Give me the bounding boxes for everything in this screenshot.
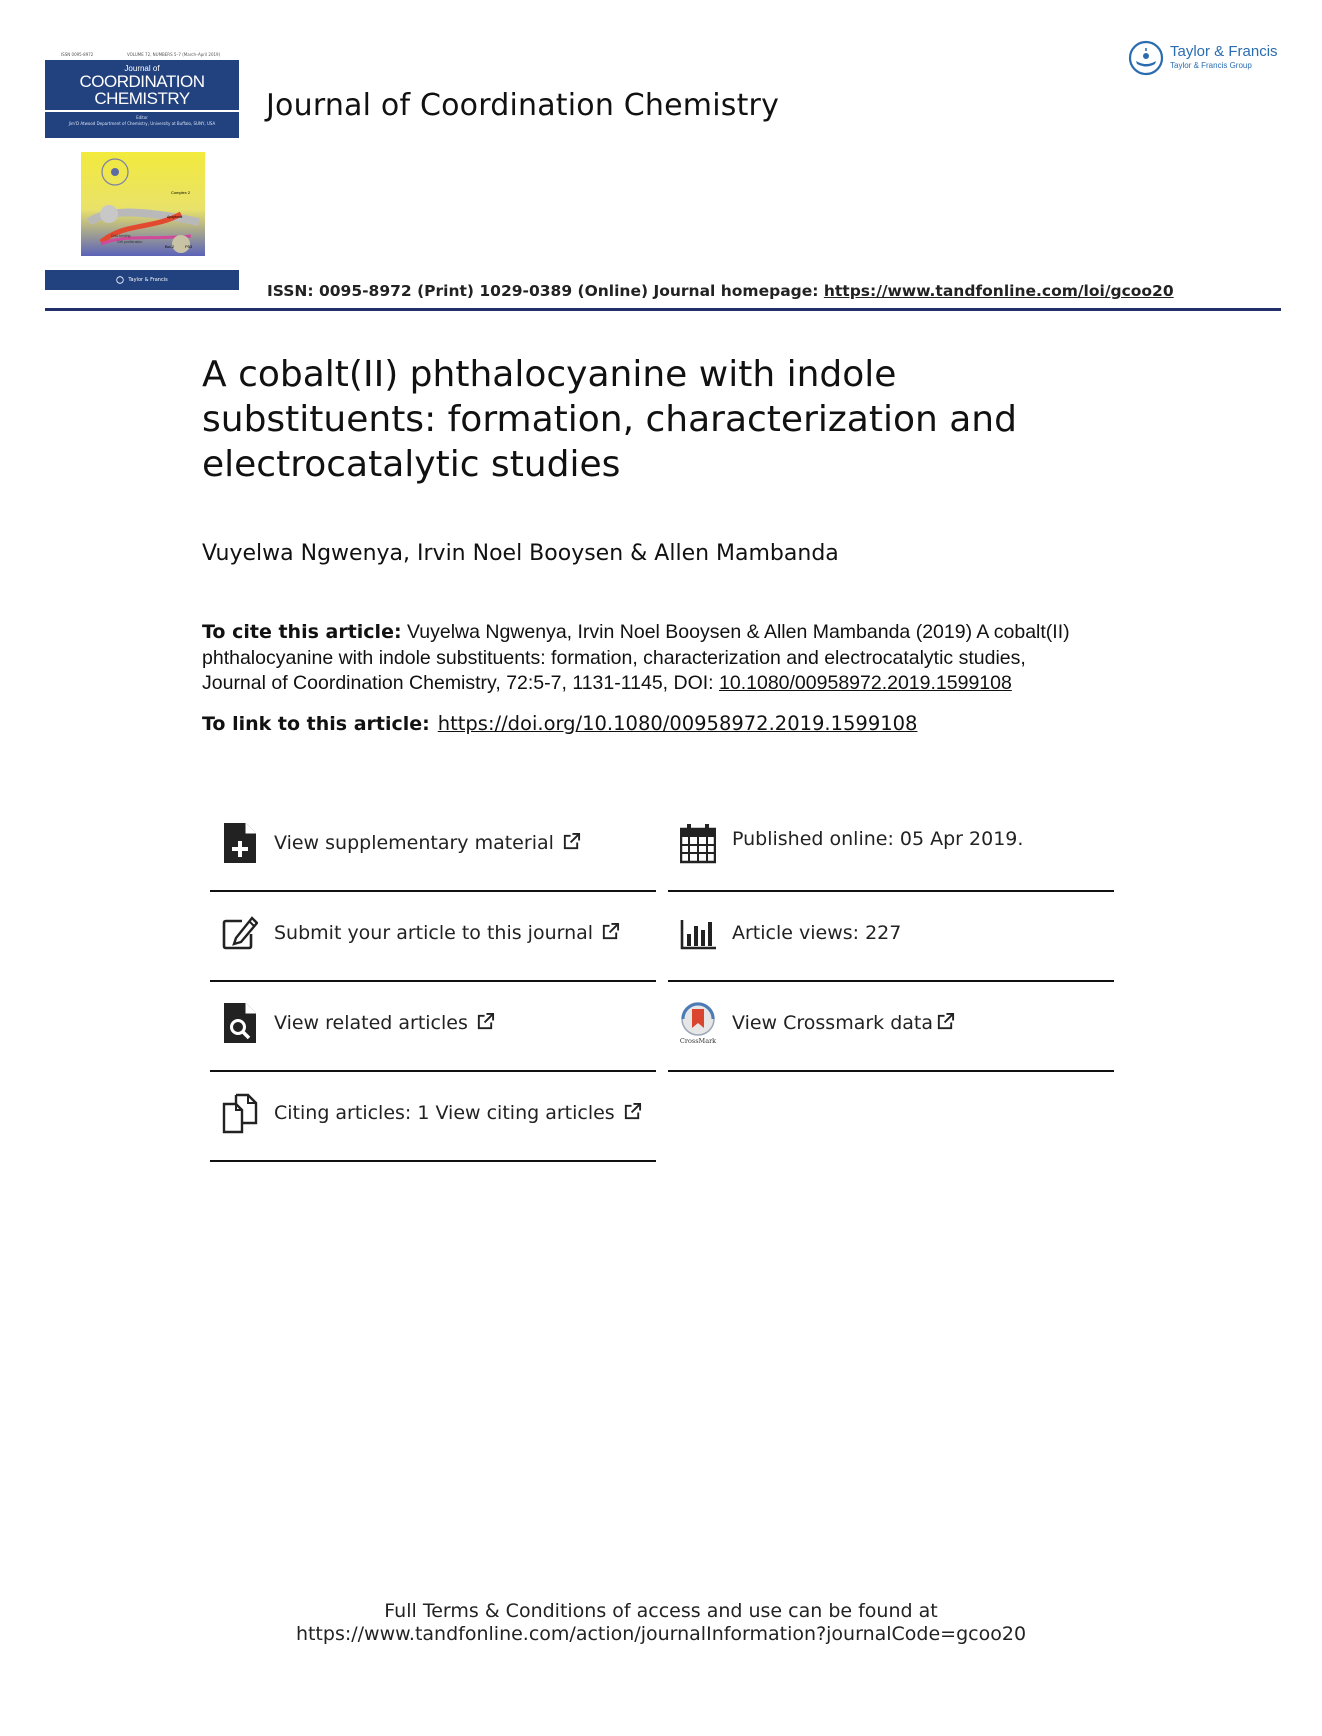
publisher-group: Taylor & Francis Group xyxy=(1170,61,1252,70)
article-title-line2: substituents: formation, characterization and xyxy=(202,399,1017,440)
article-title-line3: electrocatalytic studies xyxy=(202,444,621,485)
journal-homepage-link[interactable]: https://www.tandfonline.com/loi/gcoo20 xyxy=(823,282,1174,300)
taylor-francis-logo[interactable] xyxy=(1128,40,1288,76)
calendar-icon xyxy=(680,822,716,864)
article-views-text: Article views: 227 xyxy=(732,922,902,944)
cover-artwork xyxy=(81,152,205,256)
cover-title-line2: CHEMISTRY xyxy=(94,89,190,108)
cell-divider xyxy=(210,1160,656,1162)
cover-top-strip xyxy=(45,52,239,60)
cell-divider xyxy=(668,1070,1114,1072)
crossmark-label: View Crossmark data xyxy=(732,1012,934,1034)
cover-publisher-name: Taylor & Francis xyxy=(128,277,168,283)
article-authors: Vuyelwa Ngwenya, Irvin Noel Booysen & Allen Mambanda xyxy=(202,541,839,566)
submit-article-label: Submit your article to this journal xyxy=(274,922,594,944)
external-link-icon xyxy=(562,832,581,851)
link-lead: To link to this article: xyxy=(202,713,430,735)
citing-articles-cell[interactable] xyxy=(210,1072,656,1162)
cover-editor: Editor xyxy=(136,115,148,120)
related-articles-label: View related articles xyxy=(274,1012,468,1034)
footer-line1: Full Terms & Conditions of access and use can be found at xyxy=(384,1600,938,1622)
journal-title: Journal of Coordination Chemistry xyxy=(266,88,780,123)
cover-journal-of: Journal of xyxy=(124,64,160,73)
journal-cover xyxy=(45,52,239,294)
cover-publisher-band xyxy=(45,270,239,290)
cover-title-band xyxy=(45,60,239,110)
crossmark-logo-text: CrossMark xyxy=(680,1037,716,1044)
related-articles-cell[interactable] xyxy=(210,982,656,1072)
cover-art-label-complex: Complex 2 xyxy=(171,190,191,195)
article-link-line xyxy=(202,712,917,735)
citation-line3: Journal of Coordination Chemistry, 72:5-7, 1131-1145, DOI: xyxy=(202,672,720,694)
search-file-icon xyxy=(222,1002,258,1044)
article-title-line1: A cobalt(II) phthalocyanine with indole xyxy=(202,354,897,395)
article-views-cell xyxy=(668,892,1114,982)
citation-lead: To cite this article: xyxy=(202,621,402,643)
cover-volume: VOLUME 72, NUMBERS 5–7 (March–April 2019) xyxy=(127,52,221,57)
external-link-icon xyxy=(476,1012,495,1031)
cover-editor-affiliation: Jim'D Atwood Department of Chemistry, University at Buffalo, SUNY, USA xyxy=(68,121,216,126)
issn-line xyxy=(267,282,1174,300)
taylor-francis-emblem-icon xyxy=(1128,40,1164,76)
citation-line1: Vuyelwa Ngwenya, Irvin Noel Booysen & Allen Mambanda (2019) A cobalt(II) xyxy=(401,621,1070,643)
add-file-icon xyxy=(222,822,258,864)
cover-issn: ISSN 0095-8972 xyxy=(61,52,94,57)
copy-documents-icon xyxy=(222,1092,258,1134)
cover-art-label-dna: DNA binding xyxy=(111,234,131,238)
supplementary-material-link[interactable] xyxy=(274,832,581,854)
cover-art-label-bcl2: Bcl-2 xyxy=(165,244,175,249)
issn-text: ISSN: 0095-8972 (Print) 1029-0389 (Online) Journal homepage: xyxy=(267,282,824,300)
related-articles-link[interactable] xyxy=(274,1012,495,1034)
footer-terms-url[interactable]: https://www.tandfonline.com/action/journalInformation?journalCode=gcoo20 xyxy=(295,1623,1027,1645)
cover-art-label-proliferation: Cell proliferation xyxy=(117,240,143,244)
external-link-icon xyxy=(623,1102,642,1121)
article-title xyxy=(202,352,1102,487)
citation-line2: phthalocyanine with indole substituents: formation, characterization and electrocatalytic studies, xyxy=(202,646,1026,669)
edit-icon xyxy=(222,912,258,954)
cover-publisher-icon xyxy=(116,276,124,284)
cover-editor-band xyxy=(45,112,239,138)
supplementary-material-label: View supplementary material xyxy=(274,832,554,854)
cover-art-label-apoptosis: Apoptosis xyxy=(167,215,183,219)
external-link-icon xyxy=(936,1012,955,1031)
citation-block xyxy=(202,620,1122,697)
crossmark-cell[interactable] xyxy=(668,982,1114,1072)
citing-articles-label: Citing articles: 1 View citing articles xyxy=(274,1102,615,1124)
citation-doi-link[interactable]: 10.1080/00958972.2019.1599108 xyxy=(719,672,1012,694)
published-online-text: Published online: 05 Apr 2019. xyxy=(732,828,1024,850)
supplementary-material-cell[interactable] xyxy=(210,802,656,892)
publisher-brand: Taylor & Francis xyxy=(1170,43,1278,60)
submit-article-cell[interactable] xyxy=(210,892,656,982)
citing-articles-link[interactable] xyxy=(274,1102,642,1124)
header-divider xyxy=(45,308,1281,311)
terms-footer xyxy=(0,1600,1322,1646)
crossmark-icon xyxy=(680,1002,716,1044)
submit-article-link[interactable] xyxy=(274,922,620,944)
article-doi-url-link[interactable]: https://doi.org/10.1080/00958972.2019.1599108 xyxy=(437,712,918,735)
external-link-icon xyxy=(601,922,620,941)
crossmark-link[interactable] xyxy=(732,1012,955,1034)
cover-title-line1: COORDINATION xyxy=(79,72,205,91)
bar-chart-icon xyxy=(680,912,716,954)
published-online-cell xyxy=(668,802,1114,892)
cover-art-label-p53: P53 xyxy=(185,244,193,249)
